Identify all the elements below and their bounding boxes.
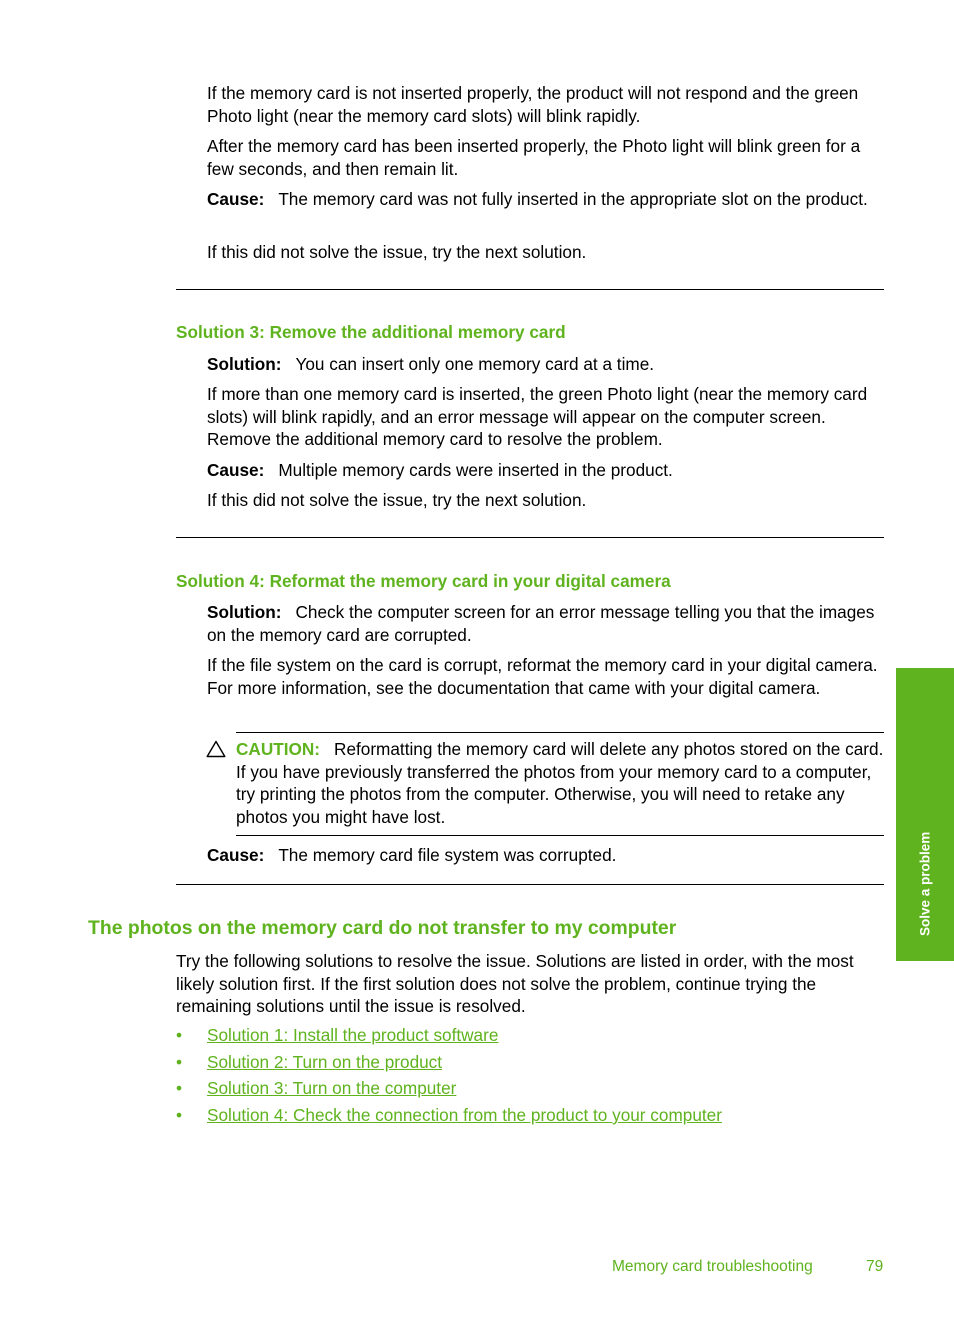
bullet: • [176,1078,183,1099]
cause-text: The memory card was not fully inserted in the appropriate slot on the product. [278,189,868,209]
solution-text: Check the computer screen for an error message telling you that the images on the memory card are corrupted. [207,602,875,645]
caution-label: CAUTION: [236,739,321,759]
solution-4-heading: Solution 4: Reformat the memory card in your digital camera [176,571,671,591]
bullet: • [176,1051,183,1072]
caution-note [236,738,888,828]
body-paragraph: After the memory card has been inserted properly, the Photo light will blink green for a few seconds, and then remain lit. [207,136,861,179]
divider [176,289,884,290]
solution-2-link[interactable]: Solution 2: Turn on the product [207,1051,443,1072]
solution-1-link[interactable]: Solution 1: Install the product software [207,1025,499,1045]
next-solution-note: If this did not solve the issue, try the next solution. [207,242,587,262]
solution-paragraph [207,353,887,376]
bullet: • [176,1105,183,1126]
body-paragraph: If the file system on the card is corrupt, reformat the memory card in your digital camera. For more information, see the documentation that came with your digital camera. [207,655,878,698]
page-number: 79 [866,1258,884,1275]
caution-triangle-icon [206,740,226,763]
solution-3-link[interactable]: Solution 3: Turn on the computer [207,1078,457,1099]
intro-paragraph: Try the following solutions to resolve the issue. Solutions are listed in order, with the most likely solution first. If the first solution does not solve the problem, continue trying the remaining solutions until the issue is resolved. [176,951,854,1016]
cause-label: Cause: [207,845,265,865]
solution-3-heading: Solution 3: Remove the additional memory card [176,322,566,342]
divider [176,884,884,885]
body-paragraph: If the memory card is not inserted properly, the product will not respond and the green Photo light (near the memory card slots) will blink rapidly. [207,83,859,126]
cause-paragraph [207,459,887,482]
body-paragraph: If more than one memory card is inserted, the green Photo light (near the memory card slots) will blink rapidly, and an error message will appear on the computer screen. Remove the additional memory card to resolve the problem. [207,384,868,449]
solution-text: You can insert only one memory card at a time. [295,354,655,374]
cause-paragraph [207,188,887,211]
cause-text: The memory card file system was corrupted. [278,845,617,865]
cause-text: Multiple memory cards were inserted in the product. [278,460,673,480]
cause-label: Cause: [207,189,265,209]
solution-paragraph [207,601,887,646]
caution-text: Reformatting the memory card will delete any photos stored on the card. If you have previously transferred the photos from your memory card to a computer, try printing the photos from the computer. Otherwise, you will need to retake any photos you might have lost. [236,739,884,827]
caution-top-rule [236,732,884,733]
section-heading: The photos on the memory card do not transfer to my computer [88,917,677,939]
side-tab-label: Solve a problem [917,831,933,936]
bullet: • [176,1025,183,1045]
caution-bottom-rule [236,835,884,836]
solution-label: Solution: [207,354,282,374]
footer-title: Memory card troubleshooting [612,1258,813,1275]
solution-label: Solution: [207,602,282,622]
side-tab [896,668,954,961]
divider [176,537,884,538]
next-solution-note: If this did not solve the issue, try the next solution. [207,490,587,510]
solution-4-link[interactable]: Solution 4: Check the connection from the product to your computer [207,1105,722,1126]
cause-paragraph [207,844,887,867]
cause-label: Cause: [207,460,265,480]
